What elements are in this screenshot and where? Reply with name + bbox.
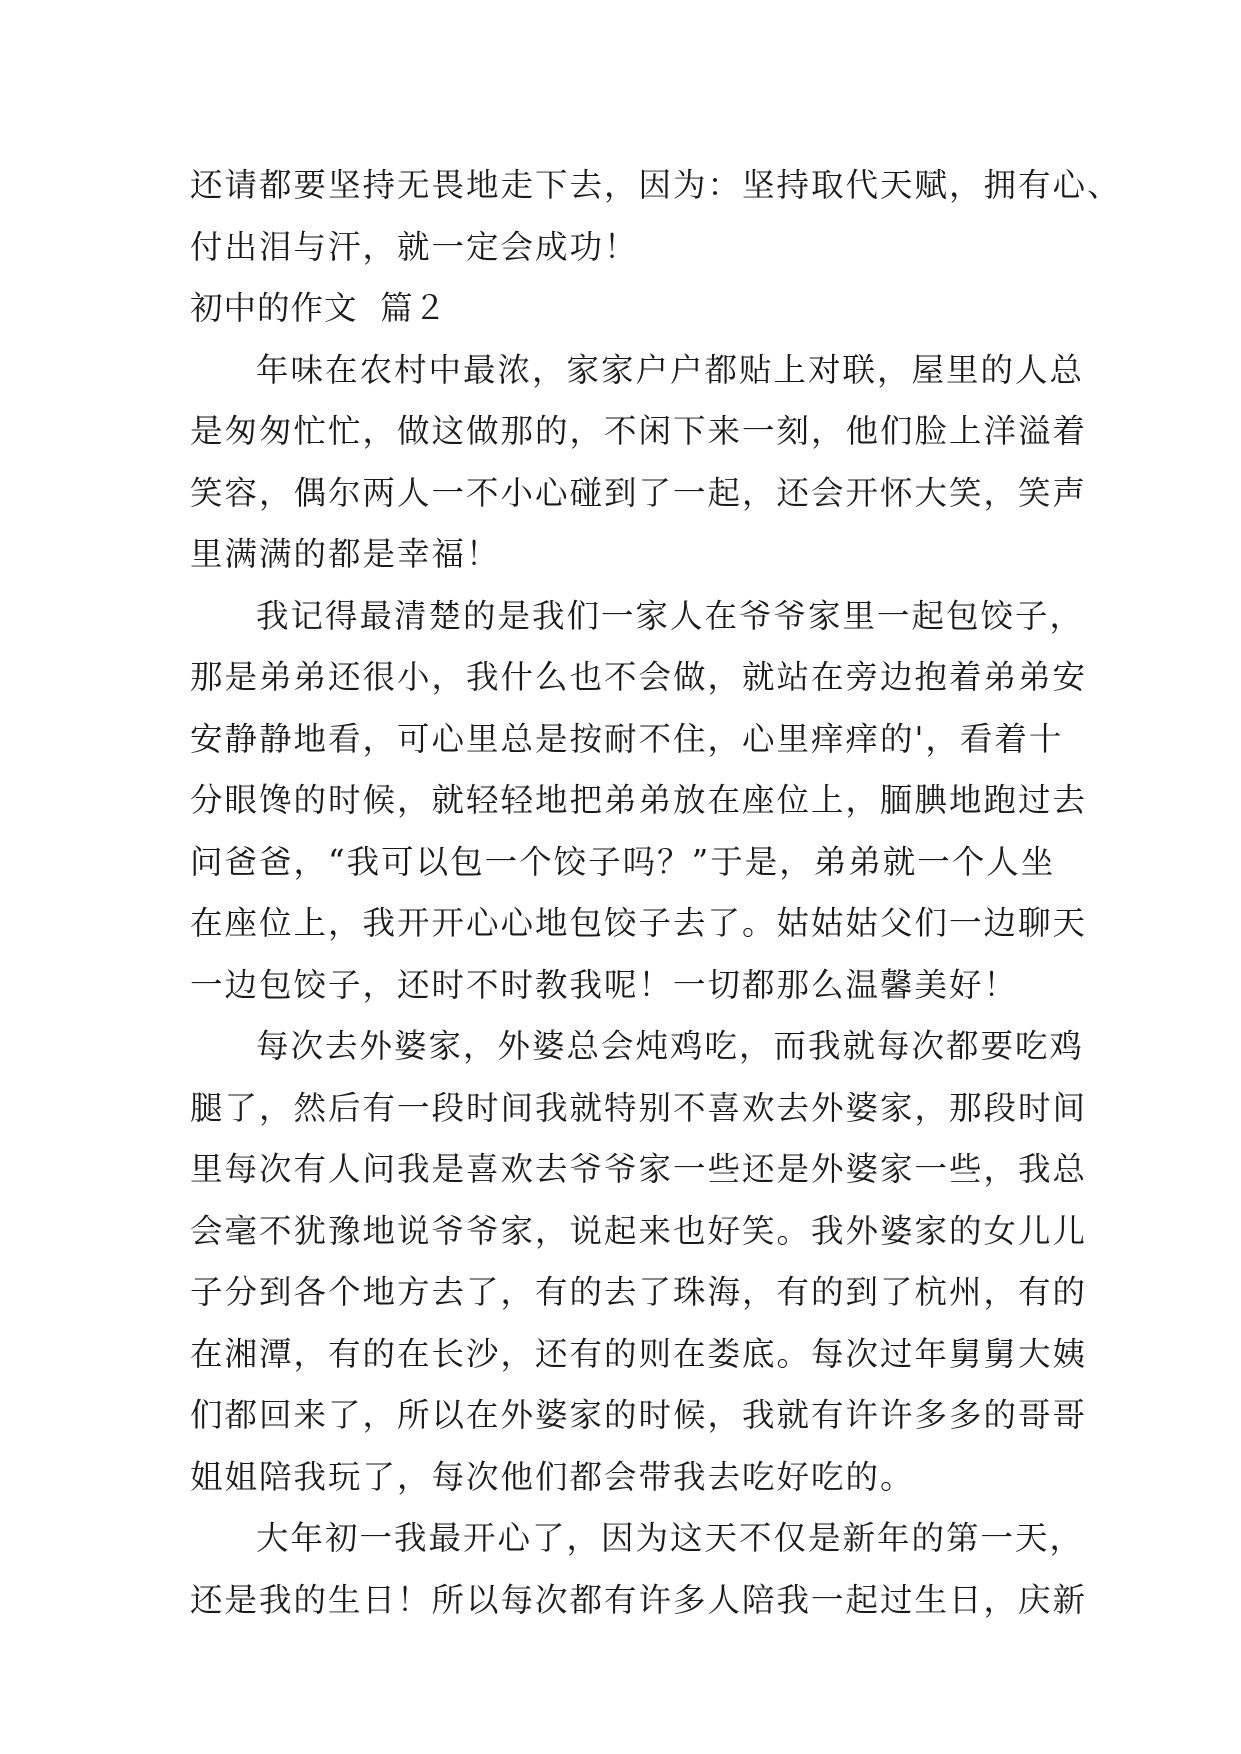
text-line: 问爸爸，“我可以包一个饺子吗？”于是，弟弟就一个人坐 (190, 842, 1056, 881)
text-line: 姐姐陪我玩了，每次他们都会带我去吃好吃的。 (190, 1457, 915, 1496)
text-line: 们都回来了，所以在外婆家的时候，我就有许许多多的哥哥 (190, 1396, 1088, 1434)
document-body (190, 155, 1122, 1631)
text-line: 在座位上，我开开心心地包饺子去了。姑姑姑父们一边聊天 (190, 904, 1088, 942)
essay-heading (190, 278, 1070, 340)
text-line: 安静静地看，可心里总是按耐不住，心里痒痒的'，看着十 (190, 719, 1064, 758)
paragraph-4 (190, 1508, 1088, 1631)
paragraph-3 (190, 1016, 1088, 1508)
text-line: 每次去外婆家，外婆总会炖鸡吃，而我就每次都要吃鸡 (256, 1027, 1085, 1065)
text-line: 还是我的生日！所以每次都有许多人陪我一起过生日，庆新 (190, 1580, 1088, 1619)
text-line: 会毫不犹豫地说爷爷家，说起来也好笑。我外婆家的女儿儿 (190, 1211, 1088, 1250)
continuation-paragraph (190, 155, 1122, 278)
text-line: 分眼馋的时候，就轻轻地把弟弟放在座位上，腼腆地跑过去 (190, 781, 1088, 819)
text-line: 腿了，然后有一段时间我就特别不喜欢去外婆家，那段时间 (190, 1088, 1088, 1127)
text-line: 在湘潭，有的在长沙，还有的则在娄底。每次过年舅舅大姨 (190, 1334, 1088, 1373)
paragraph-2 (190, 586, 1088, 1017)
text-line: 笑容，偶尔两人一不小心碰到了一起，还会开怀大笑，笑声 (190, 473, 1088, 512)
text-line: 一边包饺子，还时不时教我呢！一切都那么温馨美好！ (190, 965, 1019, 1004)
text-line: 里满满的都是幸福！ (190, 535, 501, 573)
text-line: 还请都要坚持无畏地走下去，因为：坚持取代天赋，拥有心、 (190, 166, 1122, 204)
text-line: 子分到各个地方去了，有的去了珠海，有的到了杭州，有的 (190, 1273, 1088, 1311)
heading-text: 初中的作文 篇２ (190, 289, 448, 327)
text-line: 大年初一我最开心了，因为这天不仅是新年的第一天， (256, 1519, 1085, 1557)
paragraph-1 (190, 340, 1088, 586)
text-line: 年味在农村中最浓，家家户户都贴上对联，屋里的人总 (256, 350, 1085, 389)
text-line: 我记得最清楚的是我们一家人在爷爷家里一起包饺子， (256, 596, 1085, 635)
text-line: 里每次有人问我是喜欢去爷爷家一些还是外婆家一些，我总 (190, 1150, 1088, 1188)
text-line: 那是弟弟还很小，我什么也不会做，就站在旁边抱着弟弟安 (190, 658, 1088, 696)
text-line: 付出泪与汗，就一定会成功！ (190, 227, 639, 266)
text-line: 是匆匆忙忙，做这做那的，不闲下来一刻，他们脸上洋溢着 (190, 412, 1088, 450)
